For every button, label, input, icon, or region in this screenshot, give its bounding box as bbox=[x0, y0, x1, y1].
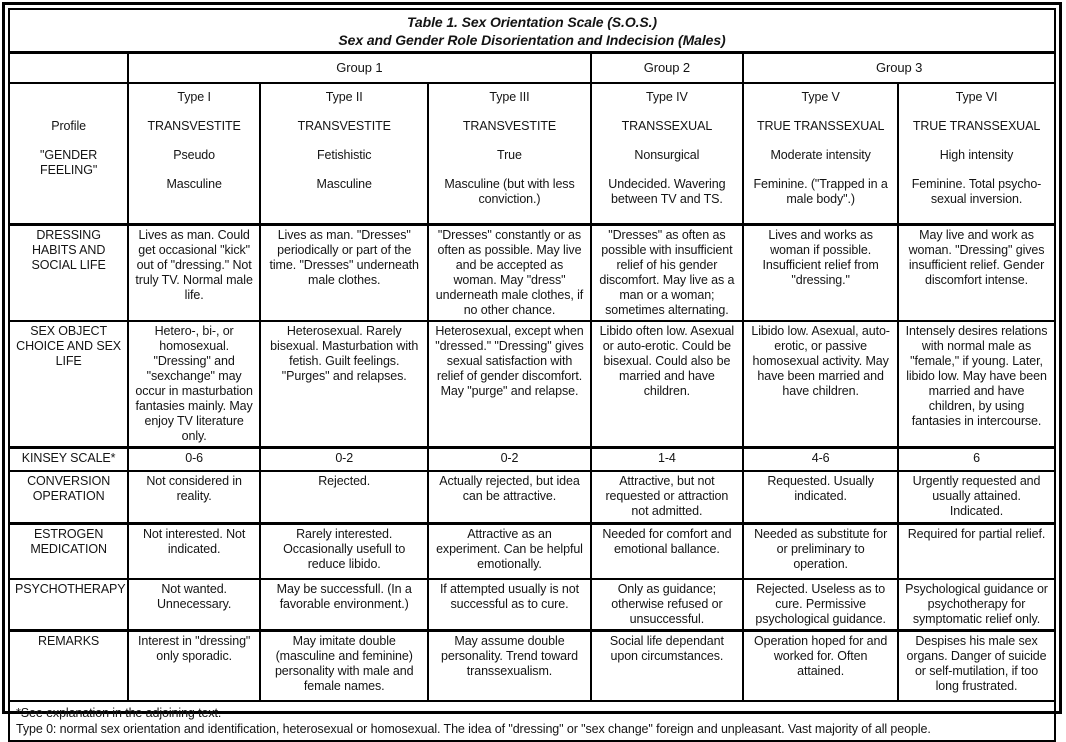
cell-kinsey-type3: 0-2 bbox=[428, 447, 590, 471]
row-remarks bbox=[9, 631, 1055, 701]
type-category: TRANSSEXUAL bbox=[621, 118, 713, 133]
cell-estrogen-type1: Not interested. Not indicated. bbox=[128, 523, 260, 579]
type-label: Type II bbox=[325, 89, 363, 104]
type-subtype: High intensity bbox=[939, 147, 1014, 162]
cell-sexobj-type4: Libido often low. Asexual or auto-erotic. Could be bisexual. Could also be married and have children. bbox=[591, 321, 744, 448]
type-subtype: True bbox=[497, 147, 522, 162]
cell-kinsey-type6: 6 bbox=[898, 447, 1055, 471]
type-category: TRANSVESTITE bbox=[297, 118, 391, 133]
type-gender-feeling: Masculine (but with less conviction.) bbox=[444, 176, 575, 206]
cell-dressing-type3: "Dresses" constantly or as often as possible. May live and be accepted as woman. May "dress" underneath male clothes, if no other chance. bbox=[428, 224, 590, 321]
cell-psychotherapy-type2: May be successfull. (In a favorable environment.) bbox=[260, 579, 428, 631]
row-header-conversion-operation: CONVERSION OPERATION bbox=[9, 471, 128, 523]
type-label: Type I bbox=[177, 89, 211, 104]
cell-remarks-type5: Operation hoped for and worked for. Often attained. bbox=[743, 631, 898, 701]
row-sex-object-choice bbox=[9, 321, 1055, 448]
cell-conversion-type1: Not considered in reality. bbox=[128, 471, 260, 523]
cell-kinsey-type2: 0-2 bbox=[260, 447, 428, 471]
cell-psychotherapy-type4: Only as guidance; otherwise refused or unsuccessful. bbox=[591, 579, 744, 631]
cell-dressing-type5: Lives and works as woman if possible. Insufficient relief from "dressing." bbox=[743, 224, 898, 321]
table-title-row bbox=[9, 9, 1055, 53]
type-subtype: Nonsurgical bbox=[634, 147, 700, 162]
cell-dressing-type1: Lives as man. Could get occasional "kick" out of "dressing." Not truly TV. Normal male life. bbox=[128, 224, 260, 321]
sos-table bbox=[8, 8, 1056, 742]
cell-estrogen-type5: Needed as substitute for or preliminary to operation. bbox=[743, 523, 898, 579]
cell-remarks-type6: Despises his male sex organs. Danger of suicide or self-mutilation, if too long frustrated. bbox=[898, 631, 1055, 701]
cell-dressing-type2: Lives as man. "Dresses" periodically or part of the time. "Dresses" underneath male clothes. bbox=[260, 224, 428, 321]
profile-cell-type6 bbox=[898, 83, 1055, 225]
cell-psychotherapy-type1: Not wanted. Unnecessary. bbox=[128, 579, 260, 631]
profile-cell-type5 bbox=[743, 83, 898, 225]
cell-psychotherapy-type6: Psychological guidance or psychotherapy for symptomatic relief only. bbox=[898, 579, 1055, 631]
profile-row bbox=[9, 83, 1055, 225]
table-title-line1: Table 1. Sex Orientation Scale (S.O.S.) bbox=[407, 14, 657, 30]
cell-estrogen-type3: Attractive as an experiment. Can be helpful emotionally. bbox=[428, 523, 590, 579]
table-title-cell bbox=[9, 9, 1055, 53]
profile-header-line1: Profile bbox=[51, 118, 86, 133]
footnote-type0: Type 0: normal sex orientation and identification, heterosexual or homosexual. The idea of "dressing" or "sex change" foreign and unpleasant. Vast majority of all people. bbox=[16, 721, 931, 736]
type-label: Type VI bbox=[955, 89, 998, 104]
cell-remarks-type3: May assume double personality. Trend toward transsexualism. bbox=[428, 631, 590, 701]
cell-dressing-type4: "Dresses" as often as possible with insufficient relief of his gender discomfort. May live as a man or a woman; sometimes alternating. bbox=[591, 224, 744, 321]
type-gender-feeling: Masculine bbox=[166, 176, 222, 191]
cell-remarks-type4: Social life dependant upon circumstances. bbox=[591, 631, 744, 701]
group-header-row bbox=[9, 53, 1055, 83]
type-gender-feeling: Feminine. ("Trapped in a male body".) bbox=[753, 176, 888, 206]
row-conversion-operation bbox=[9, 471, 1055, 523]
row-psychotherapy bbox=[9, 579, 1055, 631]
cell-sexobj-type1: Hetero-, bi-, or homosexual. "Dressing" and "sexchange" may occur in masturbation fantasies mainly. May enjoy TV literature only. bbox=[128, 321, 260, 448]
row-header-kinsey-scale: KINSEY SCALE* bbox=[9, 447, 128, 471]
cell-conversion-type6: Urgently requested and usually attained. Indicated. bbox=[898, 471, 1055, 523]
cell-kinsey-type5: 4-6 bbox=[743, 447, 898, 471]
profile-cell-type3 bbox=[428, 83, 590, 225]
row-kinsey-scale bbox=[9, 447, 1055, 471]
row-header-estrogen-medication: ESTROGEN MEDICATION bbox=[9, 523, 128, 579]
type-category: TRANSVESTITE bbox=[462, 118, 557, 133]
type-gender-feeling: Masculine bbox=[316, 176, 372, 191]
group-header-empty-cell bbox=[9, 53, 128, 83]
cell-remarks-type2: May imitate double (masculine and feminine) personality with male and female names. bbox=[260, 631, 428, 701]
type-subtype: Moderate intensity bbox=[770, 147, 871, 162]
cell-sexobj-type3: Heterosexual, except when "dressed." "Dressing" gives sexual satisfaction with relief of gender discomfort. May "purge" and relapse. bbox=[428, 321, 590, 448]
cell-psychotherapy-type5: Rejected. Useless as to cure. Permissive psychological guidance. bbox=[743, 579, 898, 631]
table-title-line2: Sex and Gender Role Disorientation and Indecision (Males) bbox=[338, 32, 726, 48]
type-subtype: Pseudo bbox=[173, 147, 216, 162]
row-dressing-habits bbox=[9, 224, 1055, 321]
row-header-sex-object-choice: SEX OBJECT CHOICE AND SEX LIFE bbox=[9, 321, 128, 448]
profile-cell-type4 bbox=[591, 83, 744, 225]
cell-conversion-type5: Requested. Usually indicated. bbox=[743, 471, 898, 523]
type-gender-feeling: Feminine. Total psycho-sexual inversion. bbox=[911, 176, 1042, 206]
row-header-profile bbox=[9, 83, 128, 225]
cell-conversion-type2: Rejected. bbox=[260, 471, 428, 523]
type-category: TRUE TRANSSEXUAL bbox=[756, 118, 885, 133]
cell-estrogen-type2: Rarely interested. Occasionally usefull to reduce libido. bbox=[260, 523, 428, 579]
type-label: Type V bbox=[801, 89, 840, 104]
profile-header-line2: "GENDER FEELING" bbox=[40, 147, 98, 177]
profile-cell-type2 bbox=[260, 83, 428, 225]
cell-estrogen-type6: Required for partial relief. bbox=[898, 523, 1055, 579]
row-header-psychotherapy: PSYCHOTHERAPY bbox=[9, 579, 128, 631]
cell-sexobj-type5: Libido low. Asexual, auto-erotic, or passive homosexual activity. May have been married and have children. bbox=[743, 321, 898, 448]
row-estrogen-medication bbox=[9, 523, 1055, 579]
table-outer-frame bbox=[2, 2, 1062, 736]
row-header-dressing-habits: DRESSING HABITS AND SOCIAL LIFE bbox=[9, 224, 128, 321]
footnote-asterisk: *See explanation in the adjoining text. bbox=[16, 705, 222, 720]
cell-remarks-type1: Interest in "dressing" only sporadic. bbox=[128, 631, 260, 701]
profile-cell-type1 bbox=[128, 83, 260, 225]
footnote-cell bbox=[9, 701, 1055, 741]
cell-sexobj-type2: Heterosexual. Rarely bisexual. Masturbation with fetish. Guilt feelings. "Purges" and relapses. bbox=[260, 321, 428, 448]
cell-dressing-type6: May live and work as woman. "Dressing" gives insufficient relief. Gender discomfort intense. bbox=[898, 224, 1055, 321]
cell-sexobj-type6: Intensely desires relations with normal male as "female," if young. Later, libido low. May have been married and have children, by using fantasies in intercourse. bbox=[898, 321, 1055, 448]
group-header-group2: Group 2 bbox=[591, 53, 744, 83]
type-label: Type III bbox=[489, 89, 530, 104]
row-header-remarks: REMARKS bbox=[9, 631, 128, 701]
type-subtype: Fetishistic bbox=[316, 147, 372, 162]
cell-conversion-type3: Actually rejected, but idea can be attractive. bbox=[428, 471, 590, 523]
type-category: TRANSVESTITE bbox=[147, 118, 241, 133]
type-category: TRUE TRANSSEXUAL bbox=[912, 118, 1041, 133]
profile-header-spacer bbox=[15, 90, 122, 105]
cell-estrogen-type4: Needed for comfort and emotional ballance. bbox=[591, 523, 744, 579]
group-header-group3: Group 3 bbox=[743, 53, 1055, 83]
cell-kinsey-type4: 1-4 bbox=[591, 447, 744, 471]
group-header-group1: Group 1 bbox=[128, 53, 590, 83]
type-label: Type IV bbox=[646, 89, 688, 104]
cell-kinsey-type1: 0-6 bbox=[128, 447, 260, 471]
cell-psychotherapy-type3: If attempted usually is not successful as to cure. bbox=[428, 579, 590, 631]
footnote-row bbox=[9, 701, 1055, 741]
type-gender-feeling: Undecided. Wavering between TV and TS. bbox=[608, 176, 726, 206]
cell-conversion-type4: Attractive, but not requested or attraction not admitted. bbox=[591, 471, 744, 523]
